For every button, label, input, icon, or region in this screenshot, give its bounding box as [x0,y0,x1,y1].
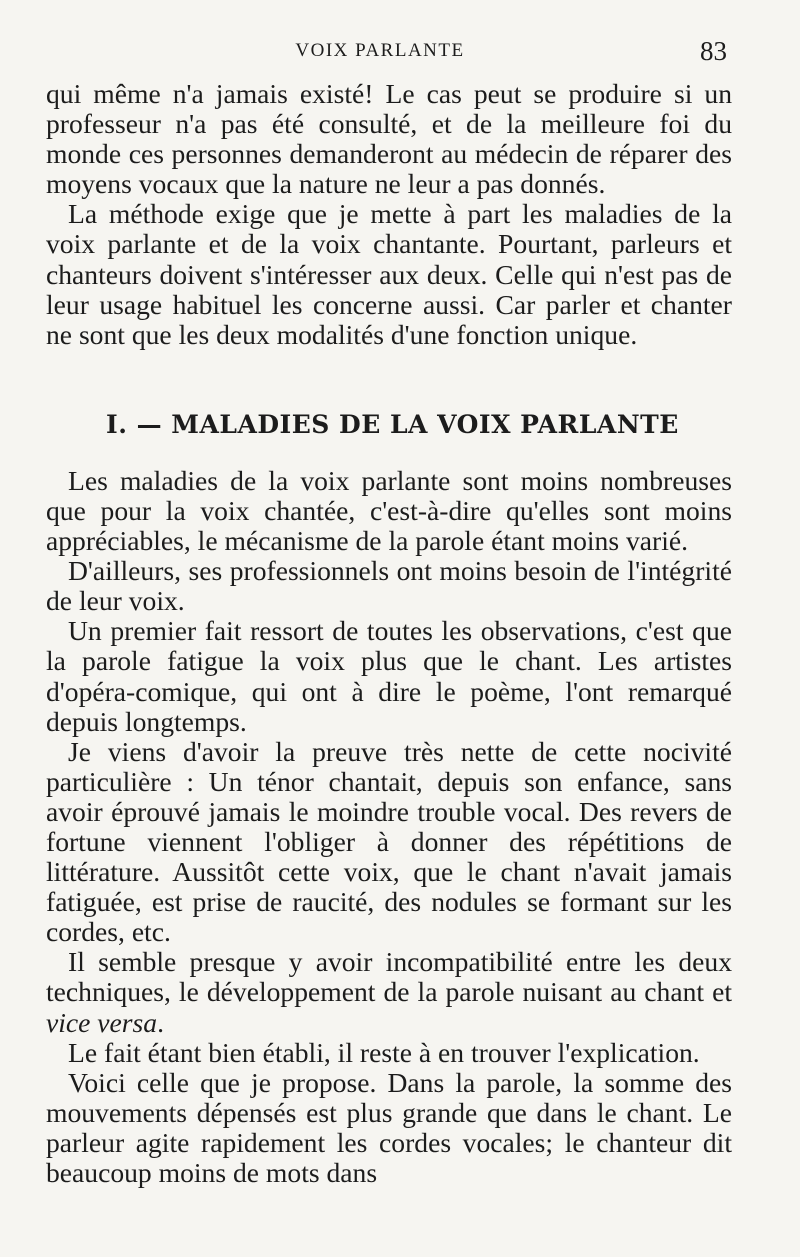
running-header [0,36,800,66]
running-title: VOIX PARLANTE [295,40,465,61]
italic-phrase: vice versa [46,1006,158,1038]
paragraph-text: Il semble presque y avoir incompatibilité entre les deux techniques, le développement de la parole nuisant au chant et [46,946,732,1008]
paragraph-text: . [157,1006,164,1038]
paragraph: Les maladies de la voix parlante sont moins nombreuses que pour la voix chantée, c'est-à-dire qu'elles sont moins appréciables, le mécanisme de la parole étant moins varié. [46,464,732,557]
paragraph: La méthode exige que je mette à part les maladies de la voix parlante et de la voix chantante. Pourtant, parleurs et chanteurs doivent s'intéresser aux deux. Celle qui n'est pas de leur usage habituel les concerne aussi. Car parler et chanter ne sont que les deux modalités d'une fonction unique. [46,198,732,350]
body-text [46,79,732,1188]
paragraph: Le fait étant bien établi, il reste à en trouver l'explication. [68,1036,700,1068]
page-number: 83 [700,36,727,66]
paragraph: Voici celle que je propose. Dans la parole, la somme des mouvements dépensés est plus grande que dans le chant. Le parleur agite rapidement les cordes vocales; le chanteur dit beaucoup moins de mots dans [46,1066,732,1188]
section-heading: I. — MALADIES DE LA VOIX PARLANTE [106,409,679,439]
paragraph [46,947,732,1037]
paragraph: qui même n'a jamais existé! Le cas peut se produire si un professeur n'a pas été consulté, et de la meilleure foi du monde ces personnes demanderont au médecin de réparer des moyens vocaux que la nature ne leur a pas donnés. [46,78,732,200]
paragraph: Un premier fait ressort de toutes les observations, c'est que la parole fatigue la voix plus que le chant. Les artistes d'opéra-comique, qui ont à dire le poème, l'ont remarqué depuis longtemps. [46,615,732,737]
paragraph: Je viens d'avoir la preuve très nette de cette nocivité particulière : Un ténor chantait, depuis son enfance, sans avoir éprouvé jamais le moindre trouble vocal. Des revers de fortune viennent l'obliger à donner des répétitions de littérature. Aussitôt cette voix, que le chant n'avait jamais fatiguée, est prise de raucité, des nodules se formant sur les cordes, etc. [46,735,732,948]
paragraph: D'ailleurs, ses professionnels ont moins besoin de l'intégrité de leur voix. [46,555,732,617]
